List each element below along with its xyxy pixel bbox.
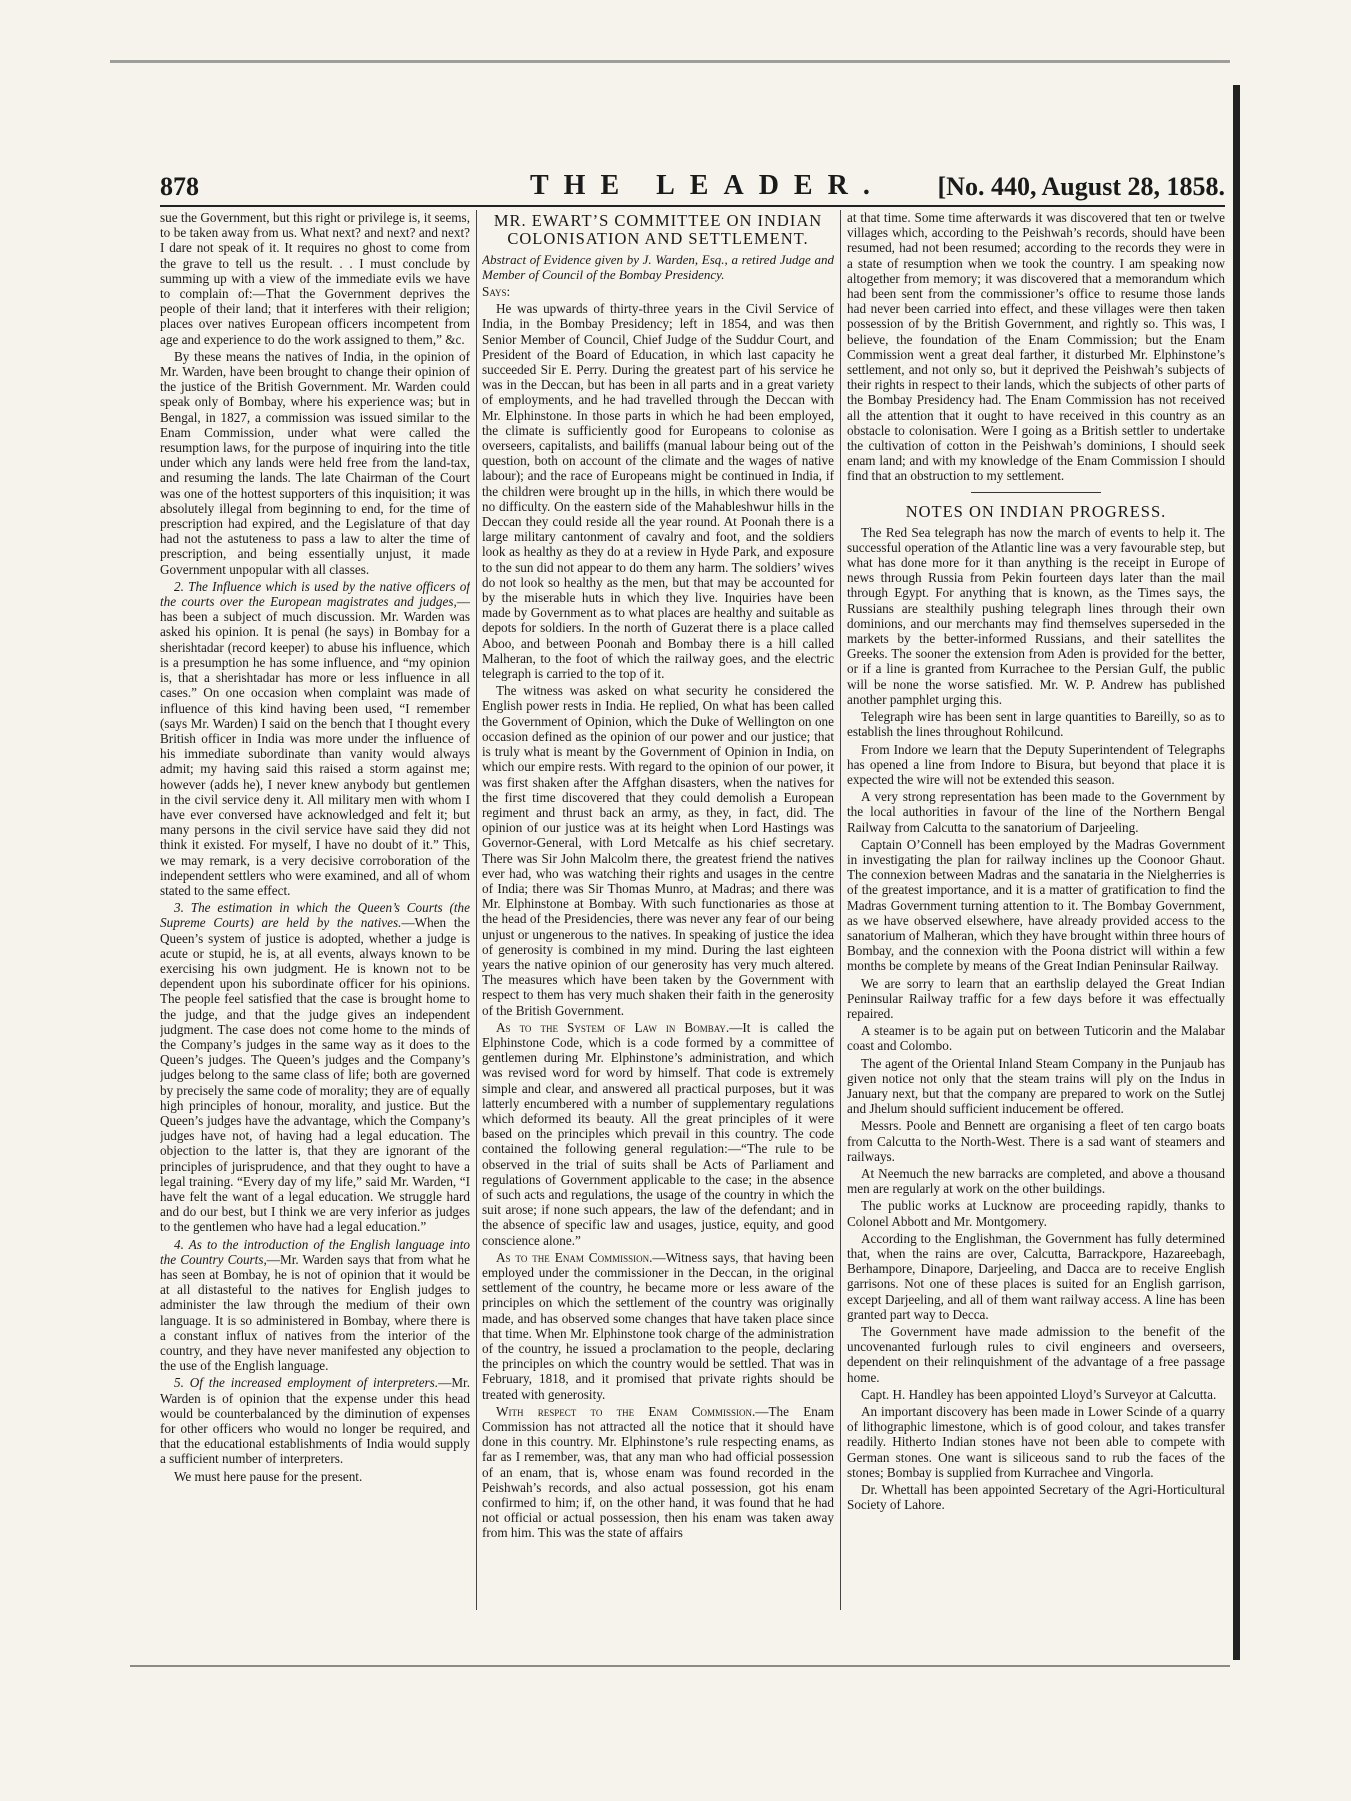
column-rule-1 bbox=[476, 210, 477, 1610]
news-item: An important discovery has been made in Lower Scinde of a quarry of lithographic limestone, which is of good colour, and takes transfer readily. Hitherto Indian stones have not been able to compete with German stones. One want is siliceous sand to rub the faces of the stones; Bombay is supplied from Kurrachee and Vingorla. bbox=[847, 1404, 1225, 1480]
paragraph-text: —The Enam Commission has not attracted all the notice that it should have done in this country. Mr. Elphinstone’s rule respecting enams, as far as I remember, was, that any man who had official possession of an enam, that is, whose enam was found recorded in the Peishwah’s records, and also actual possession, got his enam confirmed to him; if, on the other hand, it was found that he had not official or actual possession, then his enam was taken away from him. This was the state of affairs bbox=[482, 1403, 834, 1541]
news-item: A steamer is to be again put on between Tuticorin and the Malabar coast and Colombo. bbox=[847, 1023, 1225, 1054]
paragraph-text: —Witness says, that having been employed under the commissioner in the Deccan, in the original settlement of the country, he became more or less aware of the principles on which the settlement of the country was originally made, and has observed some changes that have taken place since that time. When Mr. Elphinstone took charge of the administration of the country, he issued a proclamation to the people, declaring the principles on which the country would be settled. That was in February, 1818, and it promised that private rights should be treated with generosity. bbox=[482, 1249, 834, 1402]
paragraph-text: —When the Queen’s system of justice is adopted, whether a judge is acute or stupid, he is, at all events, always known to be exercising his own judgment. He is known not to be dependent upon his subordinate officer for his opinions. The people feel satisfied that the case is brought home to the judge, and that the judge gives an independent judgment. The case does not come home to the minds of the Company’s judges in the same way as it does to the Queen’s judges. The Queen’s judges and the Company’s judges belong to the same class of life; both are governed by precisely the same code of morality; they are of equally high principles of honour, morality, and justice. But the Queen’s judges have the advantage, which the Company’s judges have not, of having had a legal education. The objection to the latter is, that they are ignorant of the principles of jurisprudence, and that they ought to have a legal training. “Every day of my life,” said Mr. Warden, “I have felt the want of a legal education. We struggle hard and do our best, but I think we are very inferior as judges to the gentlemen who have had a legal education.” bbox=[160, 915, 470, 1235]
column-1 bbox=[160, 210, 470, 1610]
page-number: 878 bbox=[160, 172, 199, 201]
page-header bbox=[160, 168, 1225, 208]
news-item: According to the Englishman, the Government has fully determined that, when the rains are over, Calcutta, Barrackpore, Hazareebagh, Berhampore, Dinapore, Darjeeling, and Dacca are to receive English garrisons. Not one of these places is suited for an English garrison, except Darjeeling, and all of them want railway access. A line has been granted part way to Decca. bbox=[847, 1230, 1225, 1322]
column-3 bbox=[847, 210, 1225, 1610]
paragraph bbox=[482, 1020, 834, 1248]
paragraph: sue the Government, but this right or privilege is, it seems, to be taken away from us. What next? and next? and next? I dare not speak of it. It requires no ghost to come from the grave to tell us the result. . . I must conclude by summing up with a view of the immediate evils we have to complain of:—That the Government deprives the people of their land; that it interferes with their religion; places over natives European officers incompetent from age and experience to do the work assigned to them,” &c. bbox=[160, 210, 470, 347]
news-item: We are sorry to learn that an earthslip delayed the Great Indian Peninsular Railway traffic for a few days before it was effectually repaired. bbox=[847, 975, 1225, 1021]
paragraph: He was upwards of thirty-three years in the Civil Service of India, in the Bombay Presidency; left in 1854, and was then Senior Member of Council, Chief Judge of the Suddur Court, and President of the Board of Education, in which last capacity he succeeded Sir E. Perry. During the greatest part of his service he was in the Deccan, but has been in all parts and in a great variety of employments, and he had travelled through the Deccan with Mr. Elphinstone. In those parts in which he had been employed, the climate is sufficiently good for Europeans to colonise as overseers, capitalists, and bailiffs (manual labour being out of the question, both on account of the climate and the wages of native labour); and the race of Europeans might be continued in India, if the children were brought up in the hills, in which there would be no difficulty. On the eastern side of the Mahableshwur hills in the Deccan they could reside all the year round. At Poonah there is a large military cantonment of cavalry and foot, and the soldiers look as healthy as they do at a review in Hyde Park, and exposure to the sun did not appear to do them any harm. The soldiers’ wives do not look so healthy as the men, but that may be accounted for by the miserable huts in which they live. Inquiries have been made by Government as to what places are healthy and suitable as depots for soldiers. In the north of Guzerat there is a place called Aboo, and between Poonah and Bombay there is a hill called Malheran, to the foot of which the railway goes, and the electric telegraph is carried to the top of it. bbox=[482, 301, 834, 682]
paragraph bbox=[482, 1250, 834, 1402]
paragraph bbox=[160, 579, 470, 898]
article-heading: NOTES ON INDIAN PROGRESS. bbox=[905, 501, 1167, 521]
paragraph-text: —It is called the Elphinstone Code, which is a code formed by a committee of gentlemen during Mr. Elphinstone’s administration, and which was revised word for word by himself. That code is extremely simple and clear, and answered all practical purposes, but it was latterly encumbered with a number of supplementary regulations which deformed its beauty. All the great principles of it were based on the principles which prevail in this country. The code contained the following general regulation:—“The rule to be observed in the trial of suits shall be Acts of Parliament and regulations of Government applicable to the case; in the absence of such acts and regulations, the usage of the country in which the suit arose; if none such appears, the law of the defendant; and in the absence of specific law and usages, justice, equity, and good conscience alone.” bbox=[482, 1019, 834, 1248]
top-border bbox=[110, 60, 1230, 71]
news-item: The Red Sea telegraph has now the march of events to help it. The successful operation of the Atlantic line was a very favourable step, but what has done more for it than anything is the receipt in Europe of news through Russia from Pekin fourteen days later than the mail through Egypt. For anything that is known, as the Times says, the Russians are stealthily pushing telegraph lines through their own dominions, and our merchants may find themselves superseded in the markets by the better-informed Russians, and their satellites the Greeks. The sooner the extension from Aden is provided for the better, or if a line is granted from Kurrachee to the Persian Gulf, the public will be none the worse satisfied. Mr. W. P. Andrew has published another pamphlet urging this. bbox=[847, 524, 1225, 707]
section-head: 2. The Influence which is used by the native officers of the courts over the European magistrates and judges, bbox=[160, 578, 470, 610]
bottom-border bbox=[130, 1665, 1230, 1673]
news-item: The public works at Lucknow are proceeding rapidly, thanks to Colonel Abbott and Mr. Montgomery. bbox=[847, 1198, 1225, 1229]
paragraph: at that time. Some time afterwards it was discovered that ten or twelve villages which, according to the Peishwah’s records, should have been resumed, had not been resumed; according to the records they were in a state of resumption when we took the country. I am speaking now altogether from memory; it was discovered that a memorandum which had been sent from the commissioner’s office to resume those lands had never been carried into effect, and these villages were then taken possession of by the British Government, and rightly so. This was, I believe, the foundation of the Enam Commission; but the Enam Commission went a great deal farther, it disturbed Mr. Elphinstone’s settlement, and not only so, but it deprived the Peishwah’s subjects of their rights in respect to their lands, which the subjects of other parts of the Bombay Presidency had. The Enam Commission has not received all the attention that it ought to have received in this country as an obstacle to colonisation. Were I going as a British settler to undertake the cultivation of cotton in the Peishwah’s dominions, I should seek enam land; and with my knowledge of the Enam Commission I should find that an obstruction to my settlement. bbox=[847, 210, 1225, 484]
article-abstract: Abstract of Evidence given by J. Warden, Esq., a retired Judge and Member of Council of the Bombay Presidency. bbox=[482, 252, 834, 282]
paragraph: The witness was asked on what security he considered the English power rests in India. He replied, On what has been called the Government of Opinion, which the Duke of Wellington on one occasion defined as the opinion of our power and our justice; that is truly what is meant by the Government of Opinion in India, on which our empire rests. With regard to the opinion of our power, it was first shaken after the Affghan disasters, when the natives for the first time discovered that they could demolish a European regiment and thrust back an army, as they, in fact, did. The opinion of our justice was at its height when Lord Hastings was Governor-General, with Lord Metcalfe as his chief secretary. There was Sir John Malcolm there, the greatest friend the natives ever had, who was watching their rights and usages in the centre of India; there was Sir Thomas Munro, at Madras; and there was Mr. Elphinstone at Bombay. With such functionaries as those at the head of the Presidencies, there was never any fear of our being unjust or ungenerous to the natives. In speaking of justice the idea of generosity is combined in my mind. During the last eighteen years the native opinion of our generosity has very much altered. The measures which have been taken by the Government with respect to them has very much shaken their faith in the generosity of the British Government. bbox=[482, 683, 834, 1018]
news-item: The Government have made admission to the benefit of the uncovenanted furlough rules to civil engineers and overseers, dependent on their relinquishment of the advantage of a free passage home. bbox=[847, 1324, 1225, 1385]
paragraph bbox=[160, 1237, 470, 1374]
news-item: A very strong representation has been made to the Government by the local authorities in favour of the line of the Northern Bengal Railway from Calcutta to the sanatorium of Darjeeling. bbox=[847, 789, 1225, 835]
column-rule-2 bbox=[840, 210, 841, 1610]
news-item: Capt. H. Handley has been appointed Lloyd’s Surveyor at Calcutta. bbox=[861, 1386, 1217, 1402]
news-item: From Indore we learn that the Deputy Superintendent of Telegraphs has opened a line from Indore to Bisura, but beyond that place it is expected the wire will not be extended this season. bbox=[847, 741, 1225, 787]
article-heading: MR. EWART’S COMMITTEE ON INDIAN COLONISATION AND SETTLEMENT. bbox=[493, 211, 823, 248]
news-item: Dr. Whettall has been appointed Secretary of the Agri-Horticultural Society of Lahore. bbox=[847, 1482, 1225, 1513]
section-divider bbox=[971, 492, 1101, 493]
paragraph-text: —Mr. Warden is of opinion that the expense under this head would be counterbalanced by the diminution of expenses for other officers who would no longer be required, and that the educational establishments of India would supply a sufficient number of interpreters. bbox=[160, 1375, 470, 1467]
header-rule bbox=[160, 205, 1225, 207]
masthead-title: THE LEADER. bbox=[530, 170, 885, 201]
news-item: Captain O’Connell has been employed by the Madras Government in investigating the plan for railway inclines up the Coonoor Ghaut. The connexion between Madras and the sanataria in the Nielgherries is of the greatest importance, and it is a matter of gratification to find the Madras Government turning attention to it. The Bombay Government, as we have observed elsewhere, have already provided access to the sanatorium of Malheran, which they have brought within three hours of Bombay, and the connexion with the Poona district will within a few months be complete by means of the Great Indian Peninsular Railway. bbox=[847, 836, 1225, 974]
lead-in: As to the Enam Commission. bbox=[496, 1249, 653, 1265]
news-item: At Neemuch the new barracks are completed, and above a thousand men are regularly at work on the other buildings. bbox=[847, 1165, 1225, 1197]
paragraph bbox=[160, 1375, 470, 1466]
paragraph-text: —has been a subject of much discussion. Mr. Warden was asked his opinion. It is penal (he says) in Bombay for a sherishtadar (record keeper) to abuse his influence, which is a presumption he has some influence, and “my opinion is, that a sherishtadar has more or less influence in all cases.” On one occasion when complaint was made of influence of this kind having been used, “I remember (says Mr. Warden) I said on the bench that I thought every British officer in India was more under the influence of his immediate subordinate than vanity would always admit; my having said this raised a storm against me; however (adds he), I never knew anybody but gentlemen in the civil service deny it. All military men with whom I have ever conversed have acknowledged and felt it; but many persons in the civil service have said they did not think it existed. For myself, I have no doubt of it.” This, we may remark, is a very decisive corroboration of the independent settlers who were examined, and all of whom stated to the same effect. bbox=[160, 594, 470, 898]
news-item: Telegraph wire has been sent in large quantities to Bareilly, so as to establish the lines throughout Rohilcund. bbox=[847, 709, 1225, 740]
section-head: 4. As to the introduction of the English language into the Country Courts, bbox=[160, 1236, 470, 1267]
paragraph bbox=[482, 1404, 834, 1541]
news-item: The agent of the Oriental Inland Steam Company in the Punjaub has given notice not only that the steam trains will ply on the Indus in January next, but that the company are prepared to work on the Sutlej and Jhelum should sufficient inducement be offered. bbox=[847, 1055, 1225, 1117]
paragraph: We must here pause for the present. bbox=[174, 1468, 363, 1484]
news-item: Messrs. Poole and Bennett are organising a fleet of ten cargo boats from Calcutta to the North-West. There is a sad want of steamers and railways. bbox=[847, 1118, 1225, 1164]
paragraph bbox=[160, 900, 470, 1234]
says-label: Says: bbox=[482, 284, 511, 299]
paragraph-text: —Mr. Warden says that from what he has seen at Bombay, he is not of opinion that it would be at all distasteful to the natives for English judges to administer the law through the medium of their own language. It is so administered in Bombay, where there is a constant influx of natives from the interior of the country, and they have never manifested any objection to the use of the English language. bbox=[160, 1251, 470, 1374]
section-head: 3. The estimation in which the Queen’s Courts (the Supreme Courts) are held by the natives. bbox=[160, 900, 470, 931]
lead-in: With respect to the Enam Commission. bbox=[496, 1403, 756, 1419]
paragraph: By these means the natives of India, in the opinion of Mr. Warden, have been brought to change their opinion of the justice of the British Government. Mr. Warden could speak only of Bombay, where his experience was; but in Bengal, in 1827, a commission was issued similar to the Enam Commission, under what were called the resumption laws, for the purpose of inquiring into the title under which any lands were held free from the land-tax, and resuming the lands. The late Chairman of the Court was one of the hottest supporters of this inquisition; it was absolutely illegal from beginning to end, for the time of prescription had expired, and the Legislature of that day had not the astuteness to pass a law to alter the time of prescription, and being essentially unjust, it made Government unpopular with all classes. bbox=[160, 348, 470, 577]
column-2 bbox=[482, 210, 834, 1610]
issue-date: [No. 440, August 28, 1858. bbox=[937, 172, 1225, 201]
section-head: 5. Of the increased employment of interpreters. bbox=[174, 1375, 439, 1391]
right-binding-rule bbox=[1233, 85, 1240, 1660]
lead-in: As to the System of Law in Bombay. bbox=[496, 1019, 730, 1035]
